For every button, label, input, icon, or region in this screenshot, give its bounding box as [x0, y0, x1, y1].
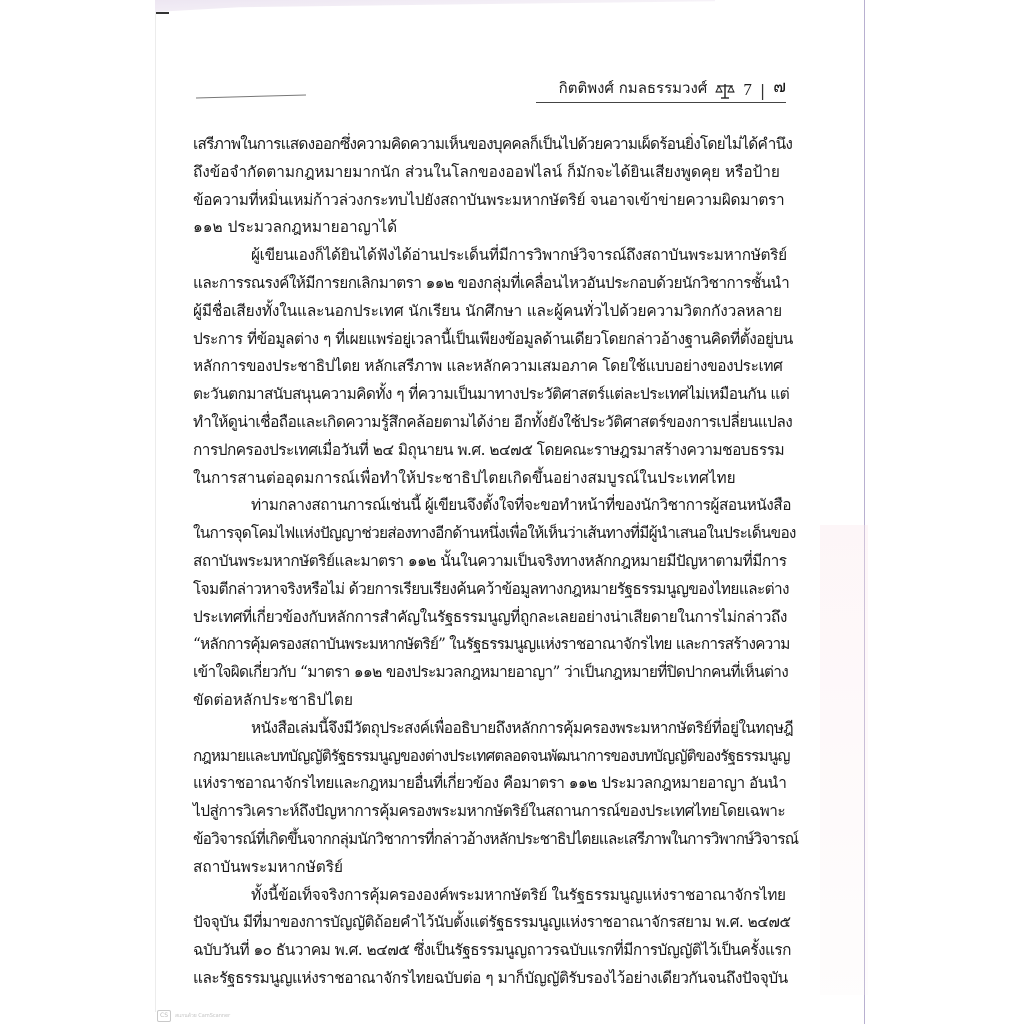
text-line: หลักการของประชาธิปไตย หลักเสรีภาพ และหลักความเสมอภาค โดยใช้แบบอย่างของประเทศ [193, 357, 783, 376]
text-line: ฉบับวันที่ ๑๐ ธันวาคม พ.ศ. ๒๔๗๕ ซึ่งเป็นรัฐธรรมนูญถาวรฉบับแรกที่มีการบัญญัติไว้เป็นครั้งแรก [193, 941, 791, 960]
text-line: ผู้มีชื่อเสียงทั้งในและนอกประเทศ นักเรียน นักศึกษา และผู้คนทั่วไปด้วยความวิตกกังวลหลาย [193, 301, 783, 320]
text-line: และการรณรงค์ให้มีการยกเลิกมาตรา ๑๑๒ ของกลุ่มที่เคลื่อนไหวอันประกอบด้วยนักวิชาการชั้นนำ [193, 273, 790, 292]
text-line: “หลักการคุ้มครองสถาบันพระมหากษัตริย์” ในรัฐธรรมนูญแห่งราชอาณาจักรไทย และการสร้างความ [193, 635, 790, 654]
text-line: การปกครองประเทศเมื่อวันที่ ๒๔ มิถุนายน พ.ศ. ๒๔๗๕ โดยคณะราษฎรมาสร้างความชอบธรรม [193, 440, 785, 459]
text-line: ทำให้ดูน่าเชื่อถือและเกิดความรู้สึกคล้อยตามได้ง่าย อีกทั้งยังใช้ประวัติศาสตร์ของการเปลี่ยนแปลง [193, 412, 793, 431]
text-line: ๑๑๒ ประมวลกฎหมายอาญาได้ [193, 218, 398, 237]
scanner-watermark [157, 1010, 230, 1022]
text-line: ขัดต่อหลักประชาธิปไตย [193, 690, 353, 709]
text-line: กฎหมายและบทบัญญัติรัฐธรรมนูญของต่างประเทศตลอดจนพัฒนาการของบทบัญญัติของรัฐธรรมนูญ [193, 746, 790, 765]
text-line: ในการสานต่ออุดมการณ์เพื่อทำให้ประชาธิปไตยเกิดขึ้นอย่างสมบูรณ์ในประเทศไทย [193, 468, 736, 487]
text-line: สถาบันพระมหากษัตริย์และมาตรา ๑๑๒ นั้นในความเป็นจริงทางหลักกฎหมายมีปัญหาตามที่มีการ [193, 551, 787, 570]
paragraph-first-line: ท่ามกลางสถานการณ์เช่นนี้ ผู้เขียนจึงตั้งใจที่จะขอทำหน้าที่ของนักวิชาการผู้สอนหนังสือ [251, 496, 791, 515]
text-line: เสรีภาพในการแสดงออกซึ่งความคิดความเห็นของบุคคลก็เป็นไปด้วยความเผ็ดร้อนยิ่งโดยไม่ได้คำนึง [193, 135, 793, 153]
text-line: และรัฐธรรมนูญแห่งราชอาณาจักรไทยฉบับต่อ ๆ มาก็บัญญัติรับรองไว้อย่างเดียวกันจนถึงปัจจุบัน [193, 968, 788, 987]
text-line: แห่งราชอาณาจักรไทยและกฎหมายอื่นที่เกี่ยวข้อง คือมาตรา ๑๑๒ ประมวลกฎหมายอาญา อันนำ [193, 774, 787, 793]
text-line: ประเทศที่เกี่ยวข้องกับหลักการสำคัญในรัฐธรรมนูญที่ถูกละเลยอย่างน่าเสียดายในการไม่กล่าวถึง [193, 607, 788, 626]
text-line: ในการจุดโคมไฟแห่งปัญญาช่วยส่องทางอีกด้านหนึ่งเพื่อให้เห็นว่าเส้นทางที่มีผู้นำเสนอในประเด็นของ [193, 524, 796, 543]
scan-background-left [0, 0, 155, 1024]
camscanner-logo-icon: CS [157, 1010, 171, 1022]
watermark-text: สแกนด้วย CamScanner [175, 1013, 231, 1019]
text-line: สถาบันพระมหากษัตริย์ [193, 857, 343, 876]
pencil-mark [196, 95, 306, 99]
page-corner-mark [155, 12, 169, 14]
scales-of-justice-icon [715, 82, 735, 100]
paragraph-first-line: หนังสือเล่มนี้จึงมีวัตถุประสงค์เพื่ออธิบายถึงหลักการคุ้มครองพระมหากษัตริย์ที่อยู่ในทฤษฎี [251, 718, 794, 737]
page-number-arabic: 7 [743, 80, 752, 99]
running-header [536, 74, 786, 103]
text-line: ข้อวิจารณ์ที่เกิดขึ้นจากกลุ่มนักวิชาการที่กล่าวอ้างหลักประชาธิปไตยและเสรีภาพในการวิพากษ์วิจารณ์ [193, 829, 799, 848]
text-line: ถึงข้อจำกัดตามกฎหมายมากนัก ส่วนในโลกของออฟไลน์ ก็มักจะได้ยินเสียงพูดคุย หรือป้าย [193, 162, 780, 181]
text-line: ประการ ที่ข้อมูลต่าง ๆ ที่เผยแพร่อยู่เวลานี้เป็นเพียงข้อมูลด้านเดียวโดยกล่าวอ้างฐานคิดที่ตั้งอยู่บน [193, 329, 793, 348]
text-line: ข้อความที่หมิ่นเหม่ก้าวล่วงกระทบไปยังสถาบันพระมหากษัตริย์ จนอาจเข้าข่ายความผิดมาตรา [193, 190, 785, 209]
body-text [193, 131, 799, 993]
header-separator: | [759, 81, 766, 100]
paragraph-first-line: ผู้เขียนเองก็ได้ยินได้ฟังได้อ่านประเด็นที่มีการวิพากษ์วิจารณ์ถึงสถาบันพระมหากษัตริย์ [251, 246, 787, 265]
paragraph-first-line: ทั้งนี้ข้อเท็จจริงการคุ้มครององค์พระมหากษัตริย์ ในรัฐธรรมนูญแห่งราชอาณาจักรไทย [251, 885, 786, 904]
text-line: โจมตีกล่าวหาจริงหรือไม่ ด้วยการเรียบเรียงค้นคว้าข้อมูลทางกฎหมายรัฐธรรมนูญของไทยและต่าง [193, 579, 789, 598]
text-line: ปัจจุบัน มีที่มาของการบัญญัติถ้อยคำไว้นับตั้งแต่รัฐธรรมนูญแห่งราชอาณาจักรสยาม พ.ศ. ๒๔๗๕ [193, 913, 791, 932]
header-author: กิตติพงศ์ กมลธรรมวงศ์ [558, 79, 708, 97]
page-number-thai: ๗ [773, 77, 786, 96]
page-left-edge [155, 12, 156, 1012]
text-line: ตะวันตกมาสนับสนุนความคิดทั้ง ๆ ที่ความเป็นมาทางประวัติศาสตร์แต่ละประเทศไม่เหมือนกัน แต่ [193, 385, 790, 404]
text-line: เข้าใจผิดเกี่ยวกับ “มาตรา ๑๑๒ ของประมวลกฎหมายอาญา” ว่าเป็นกฎหมายที่ปิดปากคนที่เห็นต่าง [193, 663, 789, 682]
bleed-through-shade [820, 525, 868, 995]
text-line: ไปสู่การวิเคราะห์ถึงปัญหาการคุ้มครองพระมหากษัตริย์ในสถานการณ์ของประเทศไทยโดยเฉพาะ [193, 802, 786, 821]
page-curl-shadow [155, 0, 715, 12]
